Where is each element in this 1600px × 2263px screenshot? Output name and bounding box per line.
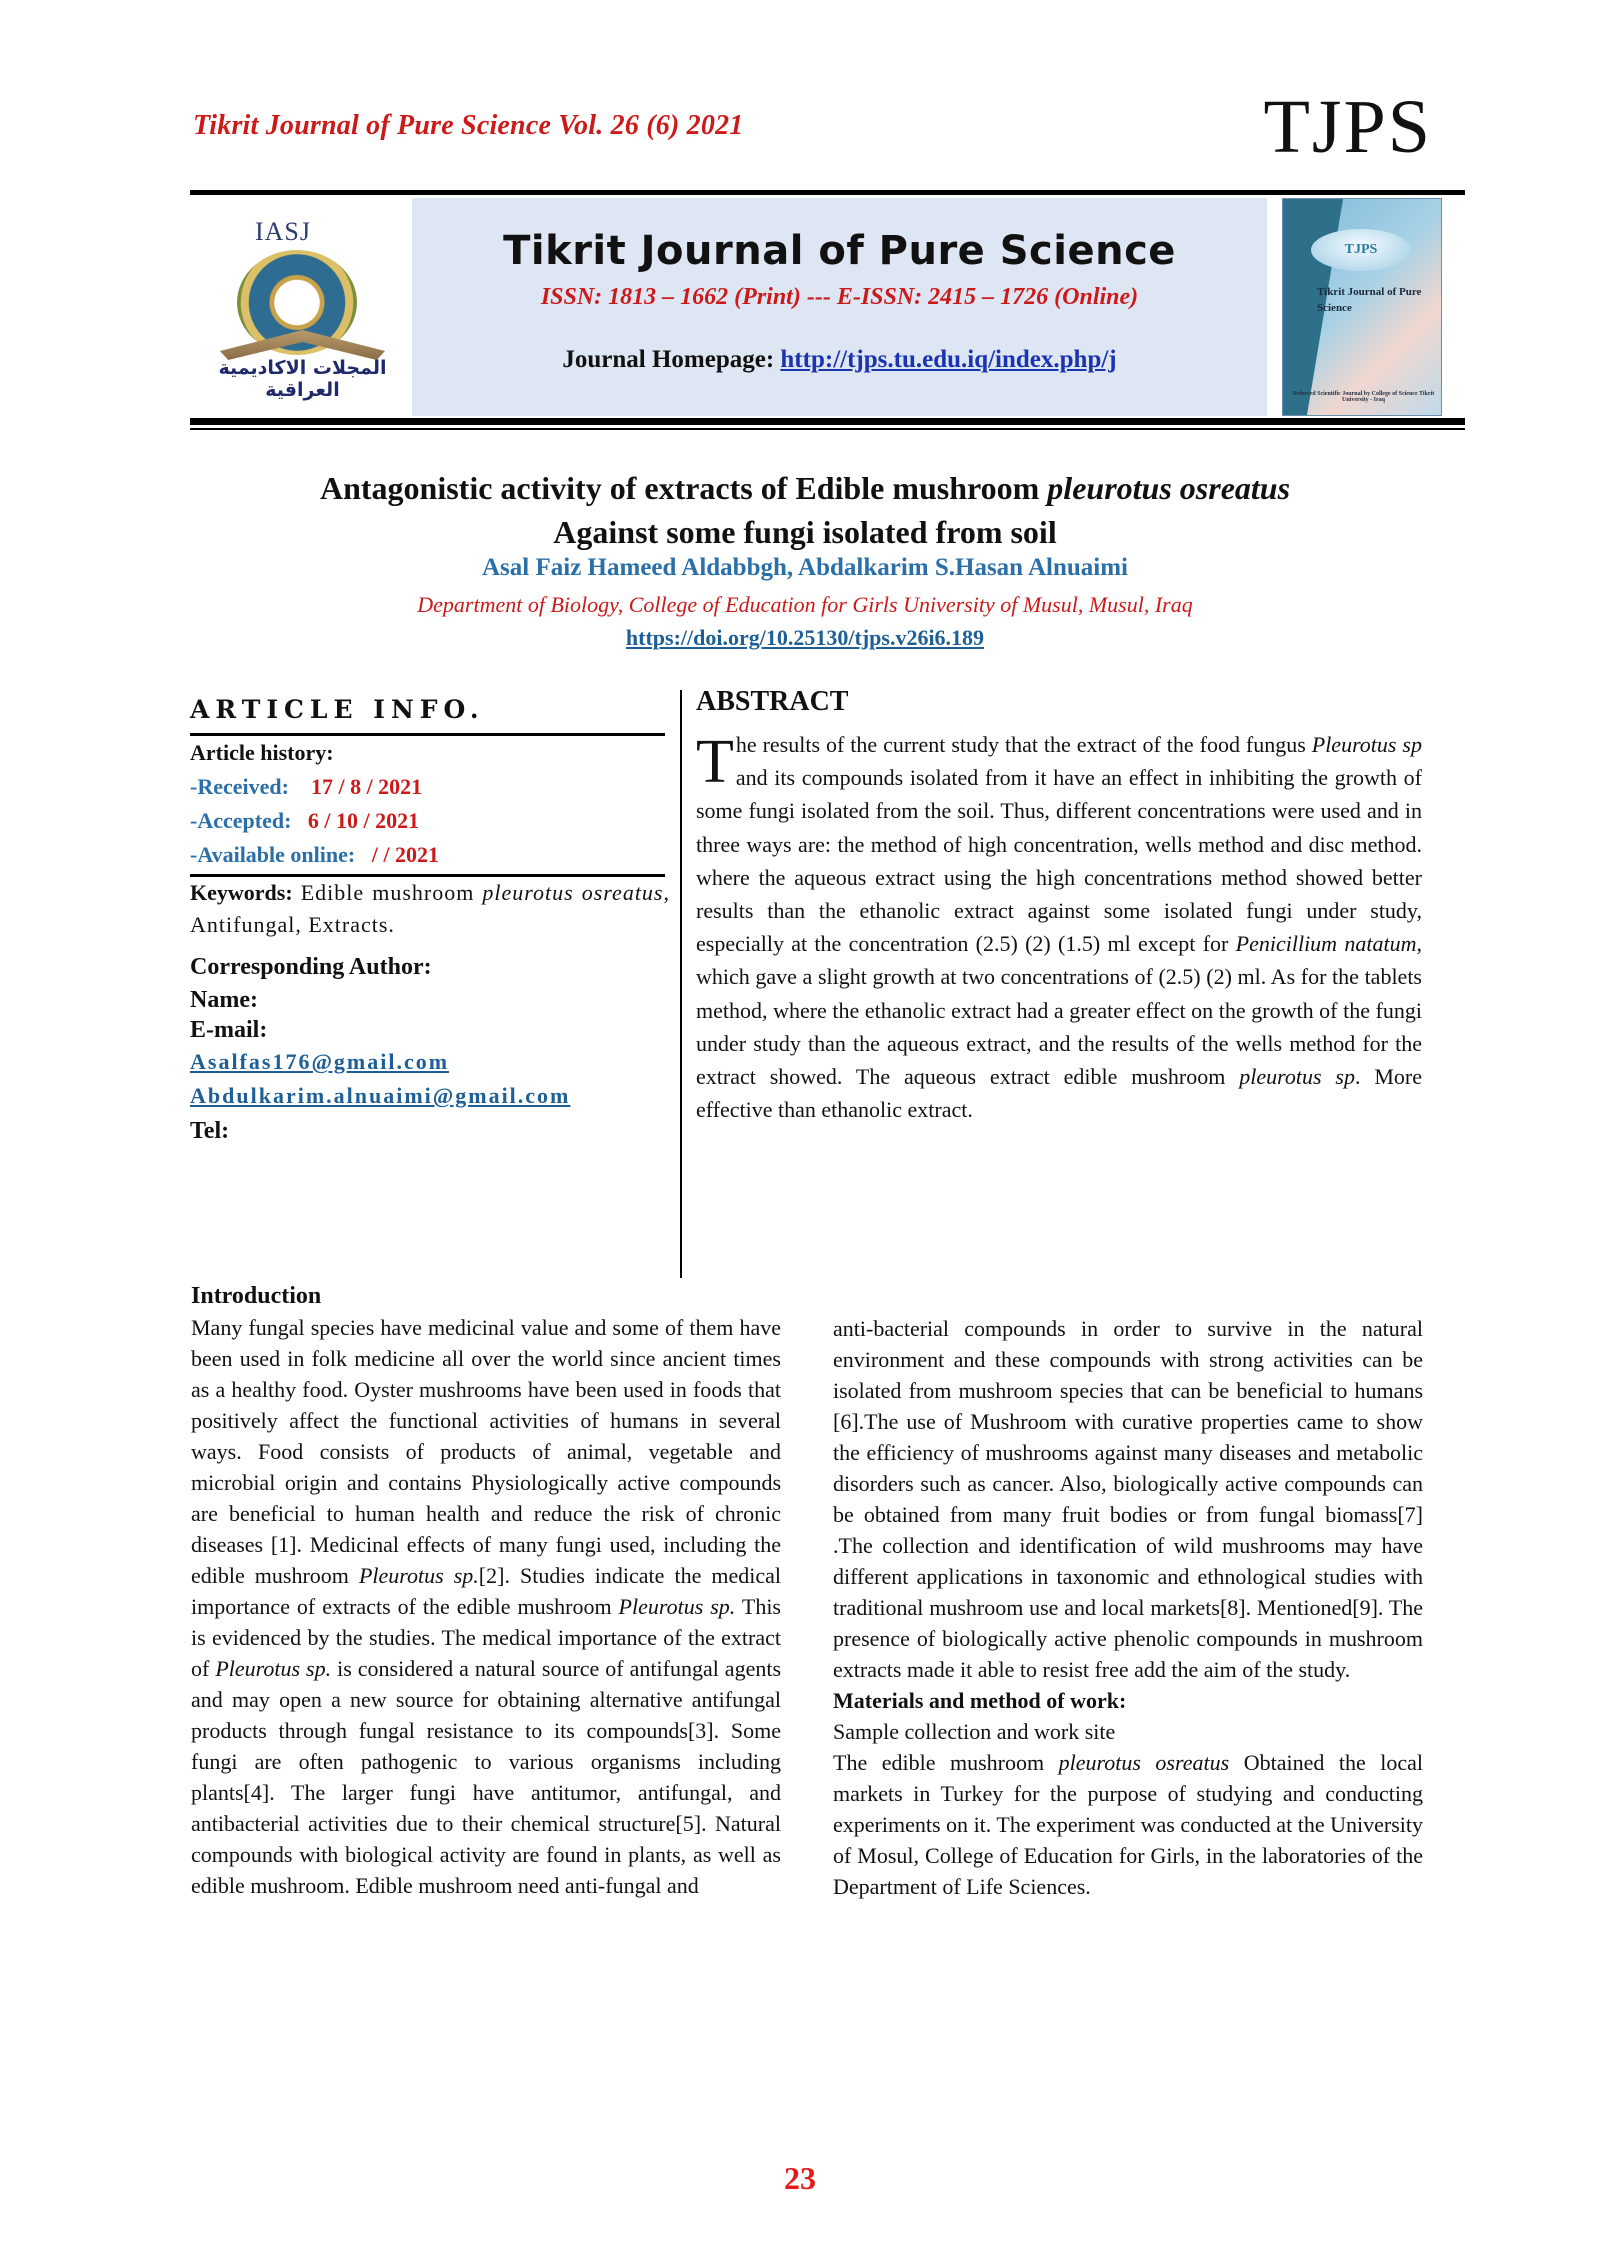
keywords	[190, 877, 670, 941]
keyword-3: , Antifungal, Extracts.	[190, 880, 670, 937]
materials-part: The edible mushroom	[833, 1750, 1059, 1775]
doi	[190, 625, 1420, 651]
header-rule-bottom-thin	[190, 428, 1465, 430]
banner-homepage	[412, 346, 1267, 374]
journal-cover-image	[1282, 198, 1442, 416]
materials-species: pleurotus osreatus	[1058, 1750, 1230, 1775]
corresponding-label: Corresponding Author:	[190, 954, 432, 980]
abstract-heading: ABSTRACT	[696, 686, 849, 717]
body-column-right	[833, 1313, 1423, 1902]
homepage-link[interactable]: http://tjps.tu.edu.iq/index.php/j	[780, 346, 1117, 373]
abstract-text	[696, 728, 1422, 1126]
affiliation: Department of Biology, College of Education for Girls University of Musul, Musul, Iraq	[417, 592, 1193, 617]
materials-heading: Materials and method of work:	[833, 1688, 1127, 1713]
banner-issn: ISSN: 1813 – 1662 (Print) --- E-ISSN: 2415 – 1726 (Online)	[540, 284, 1139, 310]
introduction-continued: anti-bacterial compounds in order to survive in the natural environment and these compounds with strong activities can be isolated from mushroom species that can be beneficial to humans [6].The use of Mushroom with curative properties came to show the efficiency of mushrooms against many diseases and metabolic disorders such as cancer. Also, biologically active compounds can be obtained from many fruit bodies or from fungal biomass[7] .The collection and identification of wild mushrooms may have different applications in taxonomic and ethnological studies with traditional mushroom use and local markets[8]. Mentioned[9]. The presence of biologically active phenolic compounds in mushroom extracts made it able to resist free add the aim of the study.	[833, 1316, 1423, 1682]
online-row	[190, 838, 670, 872]
iasj-logo	[195, 205, 415, 410]
intro-species: Pleurotus sp.	[215, 1656, 332, 1681]
running-head: Tikrit Journal of Pure Science Vol. 26 (6) 2021	[193, 110, 744, 141]
introduction-heading: Introduction	[191, 1283, 322, 1309]
abstract-species: Penicillium natatum	[1235, 931, 1417, 957]
title-species: pleurotus osreatus	[1047, 470, 1291, 506]
materials-part: Obtained the local markets in Turkey for the purpose of studying and conducting experiments on it. The experiment was conducted at the University of Mosul, College of Education for Girls, in the laboratories of the Department of Life Sciences.	[833, 1750, 1424, 1899]
intro-part: [2]. Studies indicate the medical importance of extracts of the edible mushroom	[191, 1563, 782, 1619]
article-info-heading: ARTICLE INFO.	[190, 695, 485, 724]
intro-part: This is evidenced by the studies. The medical importance of the extract of	[191, 1594, 781, 1681]
authors: Asal Faiz Hameed Aldabbgh, Abdalkarim S.Hasan Alnuaimi	[482, 554, 1128, 581]
email-link-2[interactable]: Abdulkarim.alnuaimi@gmail.com	[190, 1083, 571, 1108]
iasj-label: IASJ	[255, 217, 312, 246]
email-label: E-mail:	[190, 1017, 268, 1043]
abstract	[696, 686, 1422, 1126]
homepage-label: Journal Homepage:	[562, 346, 775, 373]
header-rule-top	[190, 190, 1465, 195]
accepted-label: -Accepted:	[190, 808, 292, 833]
materials-subheading: Sample collection and work site	[833, 1719, 1116, 1744]
intro-species: Pleurotus sp.	[358, 1563, 479, 1588]
intro-part: Many fungal species have medicinal value and some of them have been used in folk medicine all over the world since ancient times as a healthy food. Oyster mushrooms have been used in foods that positively affect the functional activities of humans in several ways. Food consists of products of animal, vegetable and microbial origin and contains Physiologically active compounds are beneficial to human health and reduce the risk of chronic diseases [1]. Medicinal effects of many fungi used, including the edible mushroom	[191, 1315, 781, 1588]
banner-title: Tikrit Journal of Pure Science	[503, 228, 1176, 274]
journal-banner	[412, 198, 1267, 416]
journal-mark: TJPS	[1263, 85, 1432, 169]
received-row	[190, 770, 670, 804]
title-line2: Against some fungi isolated from soil	[553, 514, 1057, 550]
abstract-part: . More effective than ethanolic extract.	[696, 1064, 1423, 1123]
abstract-part: , which gave a slight growth at two concentrations of (2.5) (2) ml. As for the tablets method, where the ethanolic extract had a greater effect on the growth of the fungi under study than the aqueous extract, and the results of the wells method for the extract showed. The aqueous extract edible mushroom	[696, 931, 1422, 1090]
name-label: Name:	[190, 987, 258, 1013]
title-line1: Antagonistic activity of extracts of Edible mushroom	[319, 470, 1048, 506]
abstract-part: he results of the current study that the extract of the food fungus	[735, 732, 1312, 757]
paper-title	[190, 466, 1420, 554]
abstract-species: Pleurotus sp	[1311, 732, 1422, 757]
cover-footer: Refereed Scientific Journal by College of Science Tikrit University - Iraq	[1292, 391, 1435, 403]
materials-text	[833, 1747, 1423, 1902]
article-info	[190, 695, 670, 1149]
intro-part: is considered a natural source of antifungal agents and may open a new source for obtaining alternative antifungal products through fungal resistance to its compounds[3]. Some fungi are often pathogenic to various organisms including plants[4]. The larger fungi have antitumor, antifungal, and antibacterial activities due to their chemical structure[5]. Natural compounds with biological activity are found in plants, as well as edible mushroom. Edible mushroom need anti-fungal and	[191, 1656, 782, 1898]
tel-label: Tel:	[190, 1118, 230, 1144]
received-label: -Received:	[190, 774, 289, 799]
dropcap: T	[696, 728, 734, 796]
online-date: / / 2021	[371, 842, 439, 867]
keyword-1: Edible mushroom	[300, 880, 475, 905]
iasj-arabic-name: المجلات الاكاديمية العراقية	[218, 357, 387, 401]
history-label: Article history:	[190, 740, 334, 765]
accepted-date: 6 / 10 / 2021	[307, 808, 420, 833]
email-link-1[interactable]: Asalfas176@gmail.com	[190, 1049, 450, 1074]
abstract-species: pleurotus sp	[1239, 1064, 1355, 1090]
keywords-label: Keywords:	[190, 880, 293, 905]
page-number: 23	[784, 2160, 816, 2196]
keyword-2: pleurotus osreatus	[482, 880, 664, 905]
online-label: -Available online:	[190, 842, 356, 867]
column-divider	[680, 690, 682, 1278]
intro-species: Pleurotus sp.	[618, 1594, 736, 1619]
introduction-text	[191, 1312, 781, 1901]
received-date: 17 / 8 / 2021	[310, 774, 423, 799]
accepted-row	[190, 804, 670, 838]
cover-badge: TJPS	[1311, 229, 1411, 271]
cover-title: Tikrit Journal of Pure Science	[1317, 286, 1422, 314]
header-rule-bottom	[190, 418, 1465, 425]
doi-link[interactable]: https://doi.org/10.25130/tjps.v26i6.189	[625, 625, 985, 650]
body-column-left	[191, 1281, 781, 1901]
abstract-part: and its compounds isolated from it have an effect in inhibiting the growth of some fungi isolated from the soil. Thus, different concentrations were used and in three ways are: the method of high concentration, wells method and disc method. where the aqueous extract using the high concentrations method showed better results than the ethanolic extract against some isolated fungi under study, especially at the concentration (2.5) (2) (1.5) ml except for	[696, 765, 1422, 957]
